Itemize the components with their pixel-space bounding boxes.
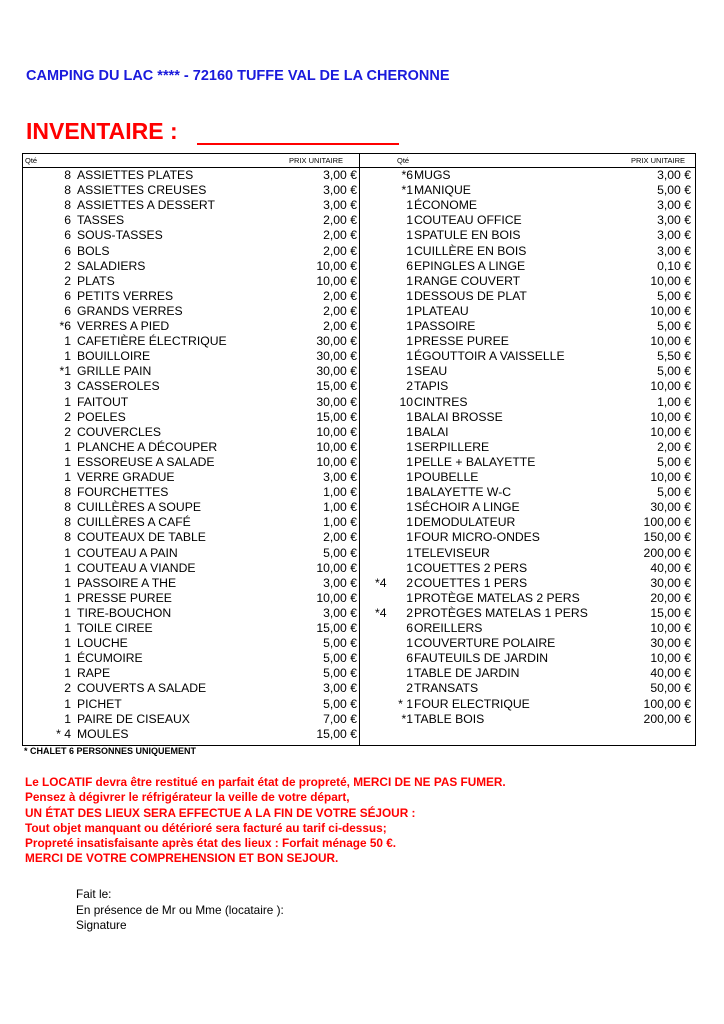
row-unit-price: 3,00 €	[323, 183, 357, 198]
row-unit-price: 10,00 €	[650, 621, 691, 635]
row-qty: 1	[406, 303, 413, 318]
row-unit-price: 3,00 €	[657, 168, 691, 182]
row-item-name: PROTÈGES MATELAS 1 PERS	[414, 605, 588, 620]
inventory-row	[23, 576, 695, 591]
inventory-row	[23, 274, 695, 289]
row-item-name: DEMODULATEUR	[414, 515, 516, 530]
camping-title: CAMPING DU LAC **** - 72160 TUFFE VAL DE LA CHERONNE	[26, 68, 450, 84]
row-qty: 8	[64, 183, 71, 198]
note-line: Tout objet manquant ou détérioré sera facturé au tarif ci-dessus;	[25, 820, 387, 835]
row-qty: 1	[64, 394, 71, 409]
row-qty: 6	[64, 303, 71, 318]
row-unit-price: 3,00 €	[657, 198, 691, 213]
row-mark: *4	[375, 605, 387, 620]
row-qty: 1	[406, 545, 413, 560]
row-item-name: TRANSATS	[414, 681, 479, 696]
row-unit-price: 5,00 €	[657, 319, 691, 333]
inventory-row	[23, 546, 695, 561]
row-item-name: PLATEAU	[414, 303, 469, 318]
row-qty: 1	[406, 439, 413, 454]
row-unit-price: 15,00 €	[316, 379, 357, 394]
row-item-name: ESSOREUSE A SALADE	[77, 454, 215, 469]
row-item-name: PLANCHE A DÉCOUPER	[77, 439, 218, 454]
row-unit-price: 3,00 €	[323, 198, 357, 213]
row-item-name: COUVERTURE POLAIRE	[414, 636, 556, 651]
inventory-row	[23, 289, 695, 304]
row-unit-price: 3,00 €	[657, 243, 691, 258]
row-qty: 1	[64, 711, 71, 726]
row-item-name: RANGE COUVERT	[414, 273, 521, 288]
row-qty: 6	[406, 651, 413, 666]
row-unit-price: 10,00 €	[316, 439, 357, 454]
row-unit-price: 30,00 €	[316, 334, 357, 349]
row-item-name: MANIQUE	[414, 183, 471, 198]
row-qty: 1	[64, 560, 71, 575]
row-unit-price: 2,00 €	[323, 303, 357, 318]
row-qty: 1	[406, 470, 413, 484]
row-item-name: TABLE BOIS	[414, 711, 485, 726]
row-qty: 6	[406, 258, 413, 273]
inventory-row	[23, 621, 695, 636]
row-item-name: COUTEAU A PAIN	[77, 545, 178, 560]
row-unit-price: 2,00 €	[323, 228, 357, 243]
row-qty: 2	[64, 258, 71, 273]
row-unit-price: 50,00 €	[650, 681, 691, 696]
row-qty: 3	[64, 379, 71, 394]
row-unit-price: 10,00 €	[650, 273, 691, 288]
row-unit-price: 10,00 €	[316, 273, 357, 288]
row-unit-price: 20,00 €	[650, 590, 691, 605]
presence-label: En présence de Mr ou Mme (locataire ):	[76, 902, 284, 917]
row-item-name: PELLE + BALAYETTE	[414, 454, 536, 469]
row-qty: 1	[64, 545, 71, 560]
row-unit-price: 5,00 €	[657, 454, 691, 469]
right-price-header: PRIX UNITAIRE	[631, 156, 686, 165]
row-item-name: FOUR ELECTRIQUE	[414, 696, 530, 711]
row-qty: 1	[64, 636, 71, 651]
row-unit-price: 30,00 €	[316, 349, 357, 364]
row-qty: 1	[64, 439, 71, 454]
row-item-name: CUILLÈRES A SOUPE	[77, 500, 201, 515]
inventory-row	[23, 440, 695, 455]
row-item-name: PLATS	[77, 273, 115, 288]
row-unit-price: 2,00 €	[323, 213, 357, 228]
row-unit-price: 10,00 €	[316, 258, 357, 273]
inventory-row	[23, 651, 695, 666]
row-unit-price: 10,00 €	[650, 409, 691, 424]
row-qty: 1	[406, 560, 413, 575]
row-unit-price: 10,00 €	[316, 454, 357, 469]
row-item-name: RAPE	[77, 666, 111, 681]
row-unit-price: 15,00 €	[650, 605, 691, 620]
row-qty: 1	[406, 243, 413, 258]
inventory-underline	[197, 143, 399, 145]
row-qty: 1	[64, 349, 71, 364]
row-qty: 1	[406, 213, 413, 228]
inventory-row	[23, 183, 695, 198]
row-unit-price: 10,00 €	[650, 470, 691, 484]
row-qty: 8	[64, 198, 71, 213]
row-item-name: VERRE GRADUE	[77, 470, 175, 484]
row-item-name: PASSOIRE A THE	[77, 575, 177, 590]
row-qty: 2	[406, 575, 413, 590]
row-unit-price: 2,00 €	[323, 243, 357, 258]
row-item-name: TABLE DE JARDIN	[414, 666, 520, 681]
row-qty: 1	[406, 319, 413, 333]
row-qty: 1	[406, 666, 413, 681]
row-item-name: BALAYETTE W-C	[414, 485, 512, 500]
row-unit-price: 3,00 €	[323, 470, 357, 484]
inventory-row	[23, 425, 695, 440]
row-item-name: COUVERTS A SALADE	[77, 681, 207, 696]
row-item-name: EPINGLES A LINGE	[414, 258, 526, 273]
row-qty: 8	[64, 485, 71, 500]
row-item-name: TOILE CIREE	[77, 621, 153, 635]
row-unit-price: 5,50 €	[657, 349, 691, 364]
row-item-name: OREILLERS	[414, 621, 483, 635]
row-qty: 1	[406, 636, 413, 651]
row-qty: 1	[406, 590, 413, 605]
row-unit-price: 5,00 €	[323, 696, 357, 711]
row-item-name: COUVERCLES	[77, 424, 161, 439]
row-qty: 1	[406, 424, 413, 439]
row-qty: 2	[64, 681, 71, 696]
row-qty: 1	[64, 666, 71, 681]
row-item-name: SPATULE EN BOIS	[414, 228, 521, 243]
row-qty: 8	[64, 168, 71, 182]
inventory-row	[23, 666, 695, 681]
row-mark: *4	[375, 575, 387, 590]
row-item-name: TIRE-BOUCHON	[77, 605, 172, 620]
row-item-name: ASSIETTES A DESSERT	[77, 198, 215, 213]
row-item-name: ÉGOUTTOIR A VAISSELLE	[414, 349, 565, 364]
row-unit-price: 10,00 €	[316, 590, 357, 605]
inventory-row	[23, 379, 695, 394]
row-unit-price: 100,00 €	[643, 696, 691, 711]
row-unit-price: 200,00 €	[643, 711, 691, 726]
row-qty: *6	[59, 319, 71, 333]
row-unit-price: 10,00 €	[316, 560, 357, 575]
row-qty: 1	[64, 470, 71, 484]
row-qty: *6	[401, 168, 413, 182]
row-item-name: PASSOIRE	[414, 319, 476, 333]
row-item-name: CAFETIÈRE ÉLECTRIQUE	[77, 334, 227, 349]
row-item-name: VERRES A PIED	[77, 319, 170, 333]
row-unit-price: 5,00 €	[323, 651, 357, 666]
row-unit-price: 10,00 €	[650, 379, 691, 394]
inventory-row	[23, 636, 695, 651]
row-qty: 8	[64, 530, 71, 545]
row-qty: 1	[406, 485, 413, 500]
row-qty: 2	[64, 273, 71, 288]
inventory-row	[23, 349, 695, 364]
row-unit-price: 30,00 €	[650, 500, 691, 515]
row-item-name: BOLS	[77, 243, 110, 258]
row-item-name: TAPIS	[414, 379, 449, 394]
row-unit-price: 5,00 €	[323, 545, 357, 560]
row-unit-price: 200,00 €	[643, 545, 691, 560]
inventory-row	[23, 168, 695, 183]
row-qty: 1	[406, 454, 413, 469]
rules-notes	[25, 775, 506, 867]
row-item-name: SALADIERS	[77, 258, 146, 273]
row-unit-price: 7,00 €	[323, 711, 357, 726]
note-line: Le LOCATIF devra être restitué en parfait état de propreté, MERCI DE NE PAS FUMER.	[25, 775, 506, 789]
inventory-row	[23, 697, 695, 712]
row-qty: 1	[64, 696, 71, 711]
inventory-row	[23, 410, 695, 425]
row-qty: 6	[64, 243, 71, 258]
row-unit-price: 5,00 €	[657, 485, 691, 500]
row-item-name: BOUILLOIRE	[77, 349, 151, 364]
row-item-name: GRANDS VERRES	[77, 303, 183, 318]
row-unit-price: 2,00 €	[323, 530, 357, 545]
row-unit-price: 3,00 €	[323, 605, 357, 620]
note-line: Pensez à dégivrer le réfrigérateur la veille de votre départ,	[25, 790, 350, 805]
row-qty: 2	[64, 409, 71, 424]
row-unit-price: 3,00 €	[323, 168, 357, 182]
row-item-name: ÉCUMOIRE	[77, 651, 143, 666]
row-unit-price: 3,00 €	[323, 681, 357, 696]
row-item-name: MOULES	[77, 726, 129, 741]
inventory-row	[23, 681, 695, 696]
row-item-name: CUILLÈRES A CAFÉ	[77, 515, 191, 530]
inventory-row	[23, 470, 695, 485]
row-item-name: SÉCHOIR A LINGE	[414, 500, 520, 515]
row-qty: 1	[406, 273, 413, 288]
row-unit-price: 5,00 €	[323, 666, 357, 681]
row-item-name: ÉCONOME	[414, 198, 477, 213]
row-item-name: DESSOUS DE PLAT	[414, 288, 527, 303]
row-qty: 10	[399, 394, 413, 409]
row-unit-price: 15,00 €	[316, 726, 357, 741]
row-unit-price: 2,00 €	[657, 439, 691, 454]
row-unit-price: 30,00 €	[316, 394, 357, 409]
row-unit-price: 5,00 €	[657, 364, 691, 379]
row-item-name: BALAI	[414, 424, 449, 439]
row-qty: 1	[64, 334, 71, 349]
row-item-name: FOURCHETTES	[77, 485, 169, 500]
row-unit-price: 1,00 €	[323, 500, 357, 515]
left-qty-header: Qté	[25, 156, 38, 165]
row-item-name: COUETTES 2 PERS	[414, 560, 528, 575]
row-item-name: PRESSE PUREE	[414, 334, 509, 349]
row-qty: 1	[406, 500, 413, 515]
signature-block	[76, 887, 284, 934]
row-item-name: GRILLE PAIN	[77, 364, 152, 379]
row-item-name: SEAU	[414, 364, 448, 379]
row-item-name: SERPILLERE	[414, 439, 490, 454]
inventory-row	[23, 485, 695, 500]
left-price-header: PRIX UNITAIRE	[289, 156, 344, 165]
inventory-row	[23, 561, 695, 576]
row-qty: 1	[406, 364, 413, 379]
row-unit-price: 5,00 €	[657, 183, 691, 198]
row-unit-price: 10,00 €	[316, 424, 357, 439]
inventory-row	[23, 500, 695, 515]
row-unit-price: 10,00 €	[650, 651, 691, 666]
row-unit-price: 3,00 €	[323, 575, 357, 590]
row-item-name: PRESSE PUREE	[77, 590, 172, 605]
row-unit-price: 15,00 €	[316, 409, 357, 424]
row-unit-price: 1,00 €	[323, 485, 357, 500]
row-item-name: FAITOUT	[77, 394, 129, 409]
inventory-table	[22, 153, 696, 746]
row-qty: 1	[64, 651, 71, 666]
row-item-name: PAIRE DE CISEAUX	[77, 711, 190, 726]
inventory-row	[23, 228, 695, 243]
inventory-row	[23, 244, 695, 259]
row-qty: 6	[64, 228, 71, 243]
row-qty: 1	[64, 621, 71, 635]
inventory-row	[23, 198, 695, 213]
signature-label: Signature	[76, 918, 127, 932]
row-unit-price: 2,00 €	[323, 288, 357, 303]
inventory-row	[23, 304, 695, 319]
row-unit-price: 40,00 €	[650, 560, 691, 575]
row-item-name: PROTÈGE MATELAS 2 PERS	[414, 590, 580, 605]
row-item-name: ASSIETTES CREUSES	[77, 183, 207, 198]
row-qty: 2	[406, 379, 413, 394]
row-item-name: CUILLÈRE EN BOIS	[414, 243, 527, 258]
row-qty: *1	[401, 183, 413, 198]
row-item-name: POUBELLE	[414, 470, 479, 484]
row-qty: 1	[406, 334, 413, 349]
date-label: Fait le:	[76, 887, 112, 901]
inventory-row	[23, 364, 695, 379]
row-item-name: FAUTEUILS DE JARDIN	[414, 651, 549, 666]
row-unit-price: 5,00 €	[323, 636, 357, 651]
row-qty: 6	[64, 213, 71, 228]
row-item-name: FOUR MICRO-ONDES	[414, 530, 540, 545]
inventory-row	[23, 606, 695, 621]
inventory-row	[23, 319, 695, 334]
row-item-name: LOUCHE	[77, 636, 128, 651]
row-qty: 8	[64, 515, 71, 530]
row-item-name: COUETTES 1 PERS	[414, 575, 528, 590]
inventory-row	[23, 395, 695, 410]
row-qty: 2	[406, 681, 413, 696]
row-item-name: PETITS VERRES	[77, 288, 174, 303]
row-item-name: ASSIETTES PLATES	[77, 168, 194, 182]
row-item-name: TELEVISEUR	[414, 545, 490, 560]
row-unit-price: 10,00 €	[650, 303, 691, 318]
row-unit-price: 100,00 €	[643, 515, 691, 530]
row-qty: 6	[64, 288, 71, 303]
row-unit-price: 30,00 €	[650, 636, 691, 651]
inventory-row	[23, 591, 695, 606]
row-unit-price: 0,10 €	[657, 258, 691, 273]
inventory-title: INVENTAIRE :	[26, 118, 178, 144]
inventory-row	[23, 213, 695, 228]
note-line: UN ÉTAT DES LIEUX SERA EFFECTUE A LA FIN DE VOTRE SÉJOUR :	[25, 805, 416, 820]
row-qty: 2	[64, 424, 71, 439]
row-unit-price: 3,00 €	[657, 228, 691, 243]
row-unit-price: 5,00 €	[657, 288, 691, 303]
row-item-name: MUGS	[414, 168, 451, 182]
row-item-name: PICHET	[77, 696, 122, 711]
row-qty: 1	[406, 288, 413, 303]
inventory-row	[23, 334, 695, 349]
row-qty: 1	[406, 515, 413, 530]
row-qty: 1	[406, 530, 413, 545]
row-item-name: TASSES	[77, 213, 125, 228]
row-qty: 1	[406, 198, 413, 213]
row-qty: 1	[406, 409, 413, 424]
row-item-name: POELES	[77, 409, 126, 424]
inventory-row	[23, 455, 695, 470]
chalet-footnote: * CHALET 6 PERSONNES UNIQUEMENT	[24, 746, 197, 756]
row-unit-price: 1,00 €	[657, 394, 691, 409]
right-qty-header: Qté	[397, 156, 410, 165]
inventory-row	[23, 712, 695, 727]
row-item-name: COUTEAU OFFICE	[414, 213, 522, 228]
row-qty: * 1	[398, 696, 413, 711]
row-unit-price: 2,00 €	[323, 319, 357, 333]
inventory-row	[23, 259, 695, 274]
row-qty: 1	[64, 590, 71, 605]
row-unit-price: 150,00 €	[643, 530, 691, 545]
row-qty: 1	[64, 575, 71, 590]
row-unit-price: 3,00 €	[657, 213, 691, 228]
row-unit-price: 30,00 €	[650, 575, 691, 590]
row-qty: *1	[59, 364, 71, 379]
row-qty: 1	[406, 228, 413, 243]
row-unit-price: 10,00 €	[650, 424, 691, 439]
row-qty: 1	[406, 349, 413, 364]
note-line: MERCI DE VOTRE COMPREHENSION ET BON SEJOUR.	[25, 851, 339, 866]
row-qty: 8	[64, 500, 71, 515]
note-line: Propreté insatisfaisante après état des lieux : Forfait ménage 50 €.	[25, 836, 397, 851]
row-unit-price: 30,00 €	[316, 364, 357, 379]
row-item-name: COUTEAU A VIANDE	[77, 560, 196, 575]
inventory-row	[23, 530, 695, 545]
row-qty: * 4	[56, 726, 71, 741]
row-unit-price: 15,00 €	[316, 621, 357, 635]
row-item-name: CINTRES	[414, 394, 468, 409]
row-qty: *1	[401, 711, 413, 726]
inventory-row	[23, 515, 695, 530]
row-qty: 6	[406, 621, 413, 635]
row-item-name: COUTEAUX DE TABLE	[77, 530, 206, 545]
inventory-row	[23, 727, 695, 742]
row-item-name: CASSEROLES	[77, 379, 160, 394]
row-unit-price: 10,00 €	[650, 334, 691, 349]
row-qty: 1	[64, 605, 71, 620]
row-item-name: SOUS-TASSES	[77, 228, 163, 243]
row-qty: 1	[64, 454, 71, 469]
row-unit-price: 1,00 €	[323, 515, 357, 530]
row-unit-price: 40,00 €	[650, 666, 691, 681]
row-item-name: BALAI BROSSE	[414, 409, 503, 424]
row-qty: 2	[406, 605, 413, 620]
